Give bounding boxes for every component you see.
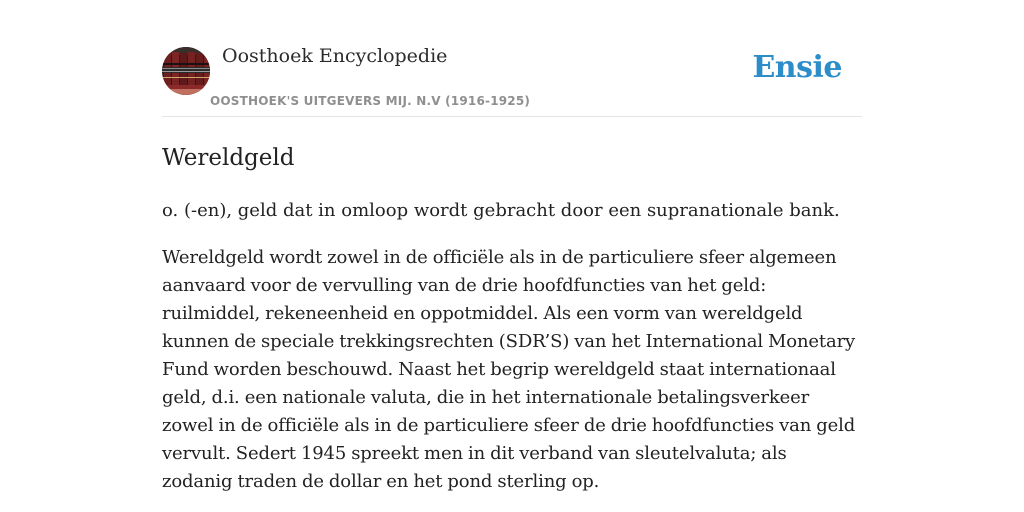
- publication-title[interactable]: Oosthoek Encyclopedie: [222, 45, 448, 67]
- entry-body: Wereldgeld wordt zowel in de officiële als in de particuliere sfeer algemeen aanvaard voor de vervulling van de drie hoofdfuncties van het geld: ruilmiddel, rekeneenheid en oppotmiddel. Als een vorm van wereldgeld kunnen de speciale trekkingsrechten (SDR’S) van het International Monetary Fund worden beschouwd. Naast het begrip wereldgeld staat internationaal geld, d.i. een nationale valuta, die in het internationale betalingsverkeer zowel in de officiële als in de particuliere sfeer de drie hoofdfuncties van geld vervult. Sedert 1945 spreekt men in dit verband van sleutelvaluta; als zodanig traden de dollar en het pond sterling op.: [162, 247, 856, 492]
- entry-title: Wereldgeld: [162, 145, 295, 171]
- brand-logo[interactable]: Ensie: [752, 50, 842, 85]
- page: [162, 0, 862, 496]
- publication-avatar[interactable]: [162, 47, 210, 95]
- header: [162, 0, 862, 117]
- publication-subtitle: OOSTHOEK'S UITGEVERS MIJ. N.V (1916-1925): [210, 94, 531, 108]
- entry-content: [162, 143, 862, 496]
- entry-definition: o. (-en), geld dat in omloop wordt gebracht door een supranationale bank.: [162, 200, 840, 221]
- book-spines-icon: [162, 47, 210, 95]
